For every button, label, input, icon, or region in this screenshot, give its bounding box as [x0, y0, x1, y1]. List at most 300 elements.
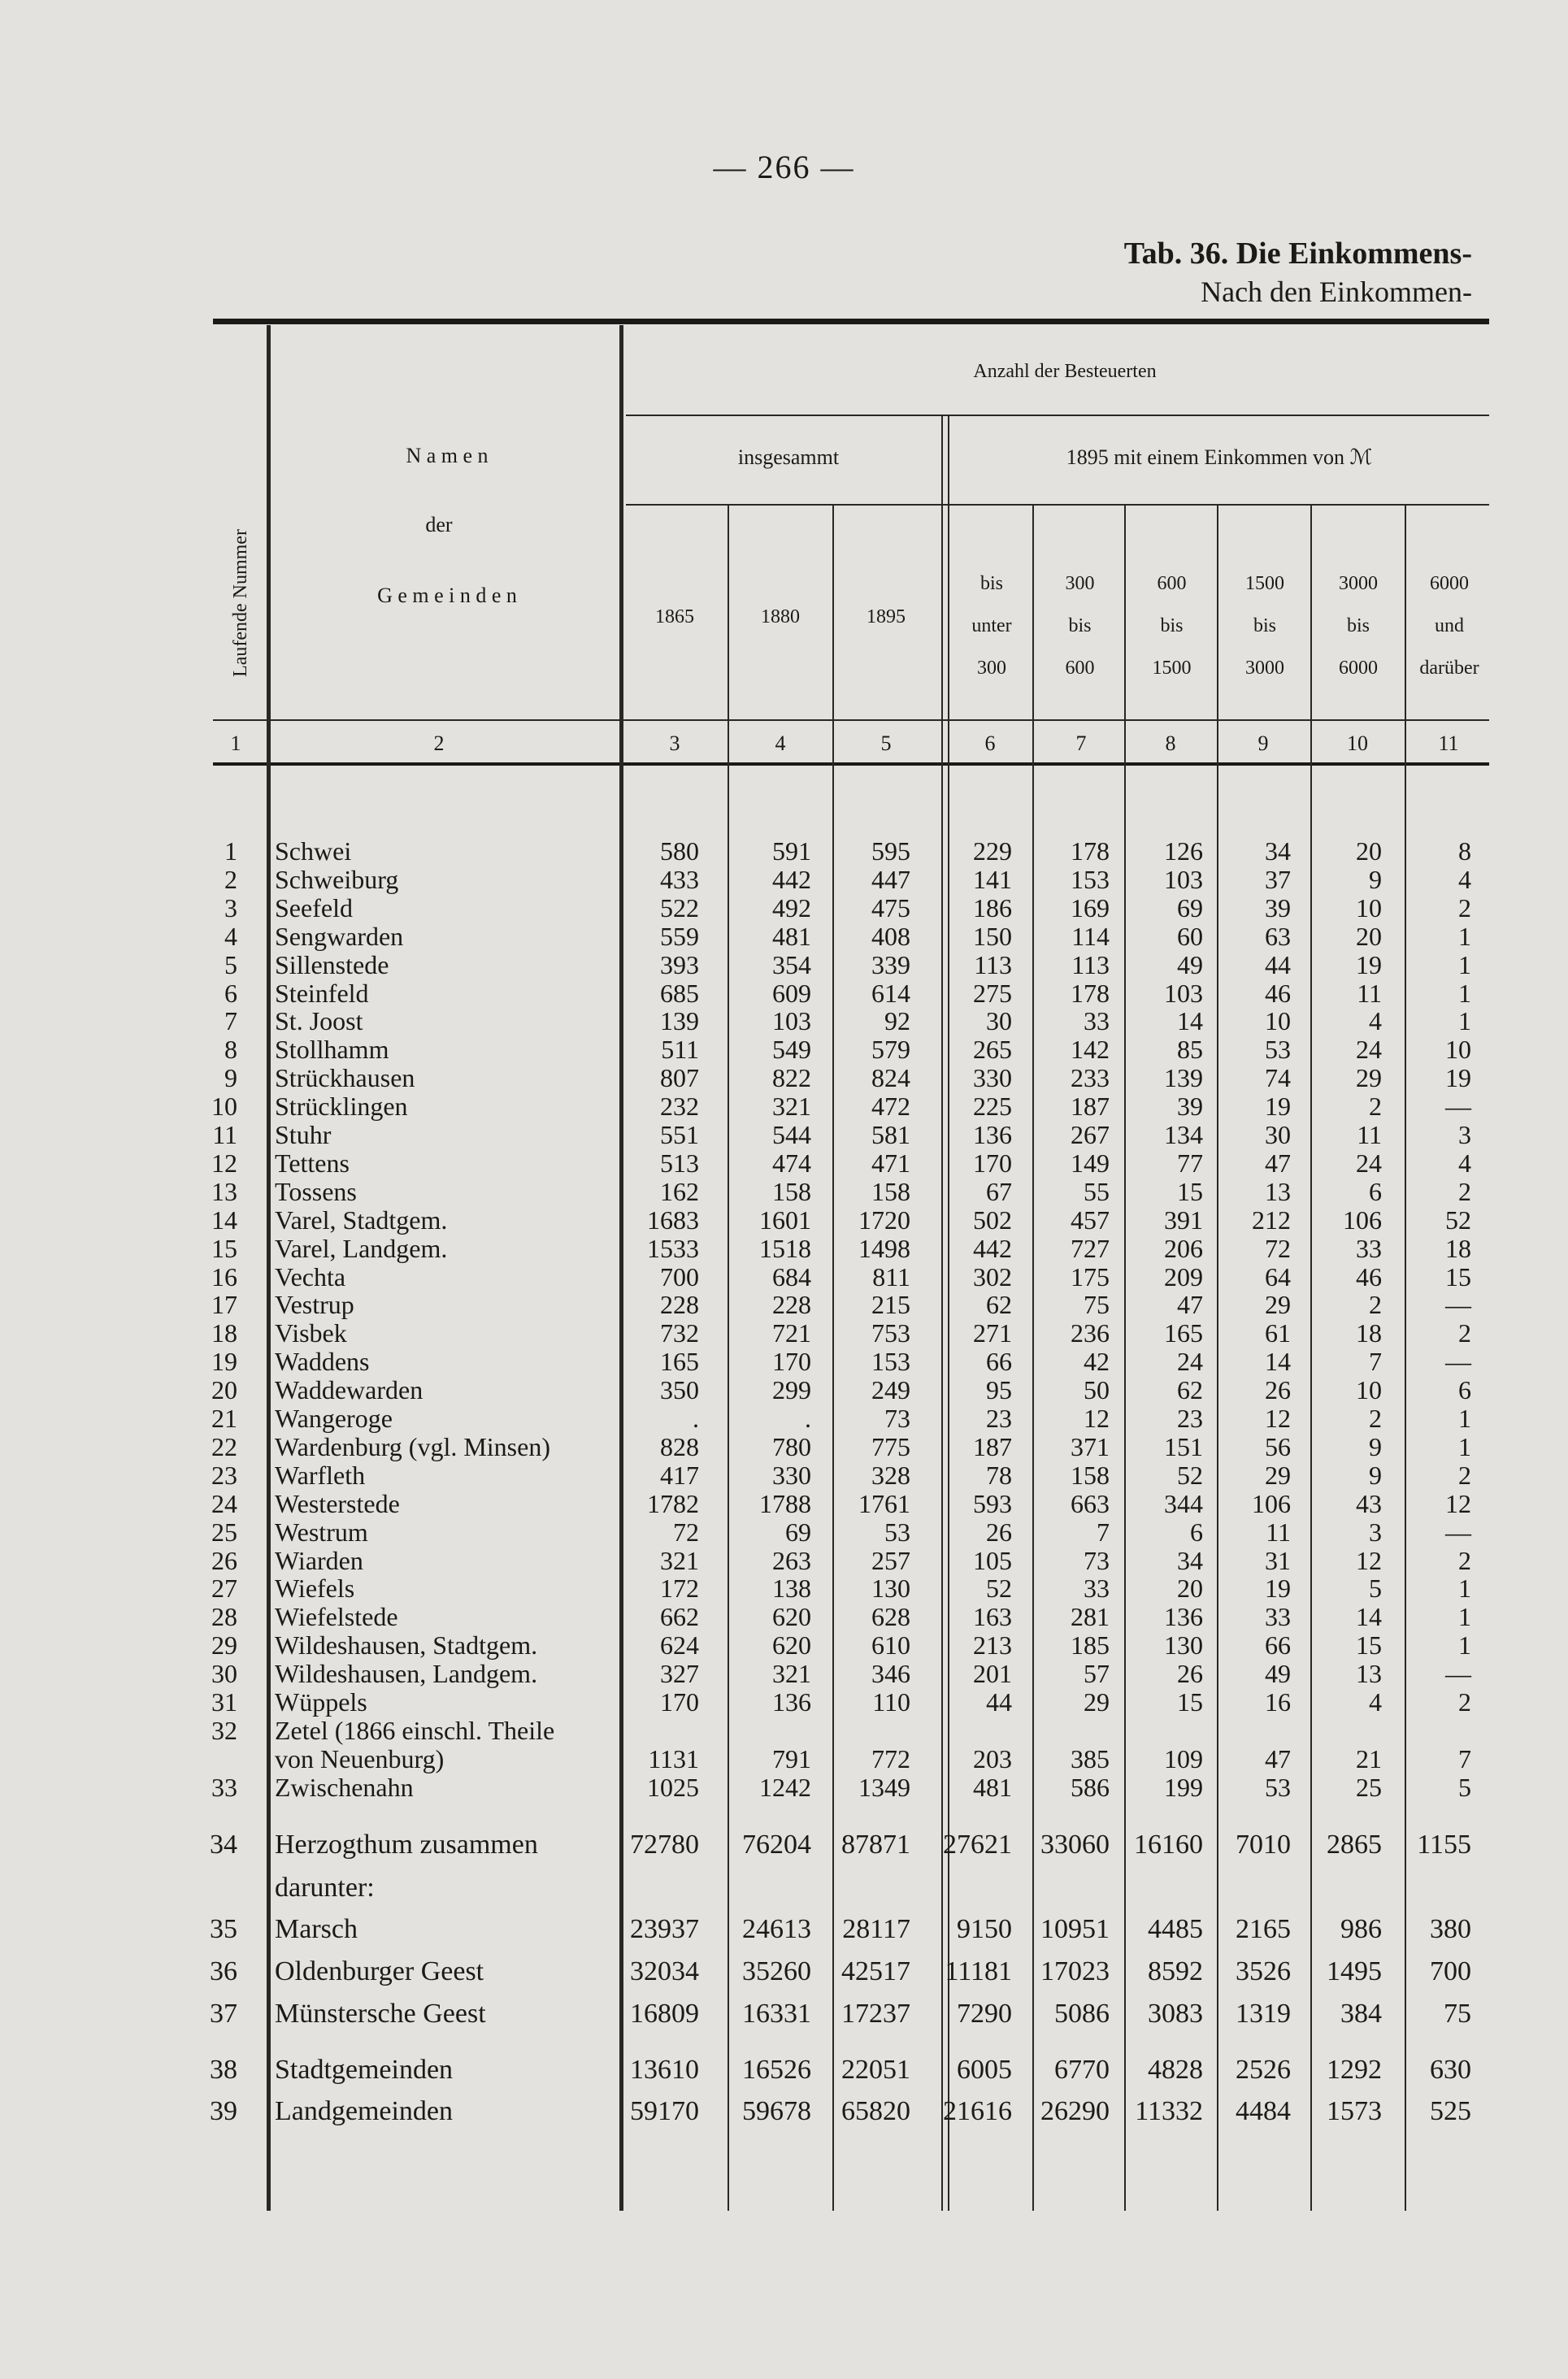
val-3000-6000: 14: [1356, 1602, 1382, 1632]
val-6000-up: —: [1445, 1347, 1471, 1377]
val-600-1500: 136: [1164, 1602, 1203, 1632]
val-300-600: 281: [1071, 1602, 1110, 1632]
val-1895: 1349: [858, 1772, 910, 1802]
val-3000-6000: 29: [1356, 1063, 1382, 1093]
val-600-1500: 62: [1177, 1375, 1203, 1405]
val-1895: 475: [871, 892, 910, 923]
val-bis-300: 213: [973, 1630, 1012, 1661]
val-3000-6000: 1495: [1327, 1956, 1382, 1986]
row-name: Strücklingen: [275, 1092, 408, 1122]
val-1880: 492: [772, 892, 811, 923]
header-bracket-3-l2: bis: [1160, 615, 1184, 636]
row-name: Schwei: [275, 836, 352, 866]
val-6000-up: 12: [1445, 1488, 1471, 1518]
header-bracket-4-l1: 1500: [1245, 573, 1284, 594]
val-bis-300: 170: [973, 1148, 1012, 1178]
val-1880: 263: [772, 1545, 811, 1575]
val-6000-up: 1: [1458, 1602, 1471, 1632]
page-number: — 266 —: [713, 149, 855, 185]
val-1500-3000: 14: [1265, 1347, 1291, 1377]
row-number: 16: [211, 1261, 237, 1292]
header-year-1865: 1865: [655, 606, 694, 627]
val-1880: 69: [785, 1517, 811, 1547]
val-1500-3000: 64: [1265, 1261, 1291, 1292]
colnum-7: 7: [1075, 731, 1087, 755]
val-3000-6000: 2: [1369, 1404, 1382, 1433]
val-1895: 328: [871, 1460, 910, 1490]
val-6000-up: 18: [1445, 1233, 1471, 1263]
row-number: 29: [211, 1630, 237, 1661]
colnum-3: 3: [669, 731, 680, 755]
row-name: Zwischenahn: [275, 1772, 414, 1802]
val-3000-6000: 5: [1369, 1574, 1382, 1604]
val-1865: 165: [660, 1347, 699, 1377]
val-bis-300: 265: [973, 1035, 1012, 1065]
val-300-600: 5086: [1054, 1999, 1110, 2029]
val-6000-up: 4: [1458, 864, 1471, 894]
val-300-600: 158: [1071, 1460, 1110, 1490]
val-1895: 73: [884, 1404, 910, 1433]
val-bis-300: 95: [986, 1375, 1012, 1405]
row-name: Wardenburg (vgl. Minsen): [275, 1431, 550, 1461]
val-1865: 321: [660, 1545, 699, 1575]
val-bis-300: 105: [973, 1545, 1012, 1575]
val-3000-6000: 20: [1356, 836, 1382, 866]
row-name: Tossens: [275, 1176, 357, 1206]
val-1895: 581: [871, 1120, 910, 1149]
val-1895: 753: [871, 1318, 910, 1348]
val-1880: 76204: [742, 1830, 811, 1860]
val-1895: 579: [871, 1035, 910, 1065]
val-bis-300: 52: [986, 1574, 1012, 1604]
colnum-8: 8: [1165, 731, 1176, 755]
val-300-600: 33: [1084, 1006, 1110, 1036]
row-name: Waddewarden: [275, 1375, 423, 1405]
val-6000-up: 5: [1458, 1772, 1471, 1802]
val-1880: .: [805, 1404, 811, 1433]
row-name: Varel, Landgem.: [275, 1233, 448, 1263]
val-1880: 16331: [742, 1999, 811, 2029]
row-name: Strückhausen: [275, 1063, 415, 1093]
val-1500-3000: 2526: [1236, 2055, 1291, 2085]
header-bracket-2-l2: bis: [1068, 615, 1092, 636]
val-3000-6000: 2: [1369, 1290, 1382, 1320]
val-1880: 138: [772, 1574, 811, 1604]
val-600-1500: 52: [1177, 1460, 1203, 1490]
val-3000-6000: 2: [1369, 1092, 1382, 1122]
val-1500-3000: 106: [1252, 1488, 1291, 1518]
val-1865: 13610: [630, 2055, 699, 2085]
row-number: 10: [211, 1092, 237, 1122]
val-1500-3000: 37: [1265, 864, 1291, 894]
val-600-1500: 3083: [1148, 1999, 1203, 2029]
val-1500-3000: 46: [1265, 978, 1291, 1008]
header-bracket-6-l3: darüber: [1419, 658, 1479, 679]
val-300-600: 663: [1071, 1488, 1110, 1518]
header-year-1880: 1880: [761, 606, 800, 627]
header-bracket-5-l3: 6000: [1339, 658, 1378, 679]
val-bis-300: 442: [973, 1233, 1012, 1263]
val-1500-3000: 19: [1265, 1092, 1291, 1122]
row-number: 14: [211, 1205, 237, 1235]
row-number: 28: [211, 1602, 237, 1632]
val-600-1500: 47: [1177, 1290, 1203, 1320]
val-6000-up: —: [1445, 1517, 1471, 1547]
val-1880: 721: [772, 1318, 811, 1348]
val-1500-3000: 47: [1265, 1743, 1291, 1773]
val-3000-6000: 4: [1369, 1006, 1382, 1036]
val-6000-up: 630: [1430, 2055, 1471, 2085]
val-300-600: 73: [1084, 1545, 1110, 1575]
val-600-1500: 34: [1177, 1545, 1203, 1575]
val-1865: 1683: [647, 1205, 699, 1235]
val-1500-3000: 61: [1265, 1318, 1291, 1348]
val-1500-3000: 1319: [1236, 1999, 1291, 2029]
val-1865: 1025: [647, 1772, 699, 1802]
header-der: der: [425, 513, 453, 536]
val-1895: 447: [871, 864, 910, 894]
val-bis-300: 66: [986, 1347, 1012, 1377]
val-1880: 591: [772, 836, 811, 866]
val-1880: 299: [772, 1375, 811, 1405]
val-6000-up: 380: [1430, 1914, 1471, 1944]
val-1880: 228: [772, 1290, 811, 1320]
val-300-600: 149: [1071, 1148, 1110, 1178]
val-3000-6000: 9: [1369, 1460, 1382, 1490]
val-600-1500: 14: [1177, 1006, 1203, 1036]
val-1865: 170: [660, 1687, 699, 1717]
val-1500-3000: 34: [1265, 836, 1291, 866]
val-300-600: 153: [1071, 864, 1110, 894]
val-6000-up: 1: [1458, 921, 1471, 951]
row-name: Vestrup: [275, 1290, 354, 1320]
val-1865: 807: [660, 1063, 699, 1093]
val-600-1500: 11332: [1135, 2096, 1203, 2126]
val-1895: 628: [871, 1602, 910, 1632]
row-name: Wiarden: [275, 1545, 363, 1575]
val-3000-6000: 18: [1356, 1318, 1382, 1348]
row-number: 39: [210, 2096, 237, 2126]
val-bis-300: 113: [974, 949, 1012, 979]
header-bracket-3: [1129, 562, 1214, 689]
val-bis-300: 593: [973, 1488, 1012, 1518]
val-1865: 522: [660, 892, 699, 923]
val-bis-300: 21616: [943, 2096, 1012, 2126]
val-6000-up: 15: [1445, 1261, 1471, 1292]
val-3000-6000: 9: [1369, 1431, 1382, 1461]
row-name: Sengwarden: [275, 921, 404, 951]
colnum-11: 11: [1438, 731, 1459, 755]
row-number: 27: [211, 1574, 237, 1604]
row-name: Warfleth: [275, 1460, 366, 1490]
header-insgesammt: insgesammt: [737, 445, 840, 469]
row-name: Herzogthum zusammen: [275, 1830, 538, 1860]
val-1895: 22051: [841, 2055, 910, 2085]
val-bis-300: 150: [973, 921, 1012, 951]
row-name: Wiefels: [275, 1574, 355, 1604]
val-1865: 16809: [630, 1999, 699, 2029]
val-1895: 92: [884, 1006, 910, 1036]
val-6000-up: 52: [1445, 1205, 1471, 1235]
val-1880: 24613: [742, 1914, 811, 1944]
row-number: 25: [211, 1517, 237, 1547]
val-300-600: 169: [1071, 892, 1110, 923]
val-1500-3000: 47: [1265, 1148, 1291, 1178]
val-1865: 350: [660, 1375, 699, 1405]
val-3000-6000: 4: [1369, 1687, 1382, 1717]
row-number: 24: [211, 1488, 237, 1518]
val-600-1500: 4485: [1148, 1914, 1203, 1944]
val-300-600: 6770: [1054, 2055, 1110, 2085]
val-1880: 791: [772, 1743, 811, 1773]
row-name: Stollhamm: [275, 1035, 389, 1065]
val-bis-300: 141: [973, 864, 1012, 894]
row-name: Schweiburg: [275, 864, 399, 894]
subheader-rule: [626, 504, 1489, 506]
val-bis-300: 7290: [957, 1999, 1012, 2029]
val-1500-3000: 39: [1265, 892, 1291, 923]
val-1500-3000: 74: [1265, 1063, 1291, 1093]
val-6000-up: 1: [1458, 1006, 1471, 1036]
val-6000-up: 2: [1458, 1176, 1471, 1206]
val-1895: 408: [871, 921, 910, 951]
val-1880: 620: [772, 1630, 811, 1661]
row-number: 17: [211, 1290, 237, 1320]
val-300-600: 17023: [1040, 1956, 1110, 1986]
row-number: 21: [211, 1404, 237, 1433]
row-name: Tettens: [275, 1148, 350, 1178]
val-bis-300: 136: [973, 1120, 1012, 1149]
val-bis-300: 502: [973, 1205, 1012, 1235]
row-name: von Neuenburg): [275, 1743, 445, 1773]
val-6000-up: 4: [1458, 1148, 1471, 1178]
val-bis-300: 271: [973, 1318, 1012, 1348]
val-600-1500: 151: [1164, 1431, 1203, 1461]
val-1500-3000: 72: [1265, 1233, 1291, 1263]
val-1895: 65820: [841, 2096, 910, 2126]
val-1895: 215: [871, 1290, 910, 1320]
val-1895: 595: [871, 836, 910, 866]
table-subtitle: Nach den Einkommen-: [1201, 276, 1472, 308]
val-1865: 393: [660, 949, 699, 979]
val-1895: 153: [871, 1347, 910, 1377]
val-1865: 1782: [647, 1488, 699, 1518]
val-300-600: 236: [1071, 1318, 1110, 1348]
val-1865: 1131: [648, 1743, 699, 1773]
val-bis-300: 67: [986, 1176, 1012, 1206]
val-300-600: 457: [1071, 1205, 1110, 1235]
row-name: Westerstede: [275, 1488, 400, 1518]
val-1895: 42517: [841, 1956, 910, 1986]
row-name: St. Joost: [275, 1006, 363, 1036]
val-bis-300: 9150: [957, 1914, 1012, 1944]
val-1880: 170: [772, 1347, 811, 1377]
val-1895: 610: [871, 1630, 910, 1661]
val-1880: 330: [772, 1460, 811, 1490]
row-number: 12: [211, 1148, 237, 1178]
val-1880: 1242: [759, 1772, 811, 1802]
val-1895: 110: [872, 1687, 910, 1717]
row-number: 8: [224, 1035, 237, 1065]
header-bracket-6-l1: 6000: [1430, 573, 1469, 594]
val-1500-3000: 11: [1266, 1517, 1291, 1547]
val-300-600: 26290: [1040, 2096, 1110, 2126]
val-6000-up: 2: [1458, 1318, 1471, 1348]
row-name: Wangeroge: [275, 1404, 393, 1433]
val-3000-6000: 11: [1357, 1120, 1382, 1149]
row-number: 20: [211, 1375, 237, 1405]
val-600-1500: 49: [1177, 949, 1203, 979]
val-1865: 828: [660, 1431, 699, 1461]
header-bracket-5: [1315, 562, 1401, 689]
val-600-1500: 103: [1164, 864, 1203, 894]
val-1880: 1601: [759, 1205, 811, 1235]
val-bis-300: 481: [973, 1772, 1012, 1802]
val-6000-up: 2: [1458, 1460, 1471, 1490]
val-600-1500: 16160: [1134, 1830, 1203, 1860]
val-1895: 614: [871, 978, 910, 1008]
val-1500-3000: 13: [1265, 1176, 1291, 1206]
val-3000-6000: 10: [1356, 1375, 1382, 1405]
val-1895: 1761: [858, 1488, 910, 1518]
val-bis-300: 26: [986, 1517, 1012, 1547]
val-3000-6000: 9: [1369, 864, 1382, 894]
val-6000-up: 2: [1458, 1687, 1471, 1717]
val-6000-up: —: [1445, 1092, 1471, 1122]
val-1895: 87871: [841, 1830, 910, 1860]
val-600-1500: 209: [1164, 1261, 1203, 1292]
val-1880: 544: [772, 1120, 811, 1149]
colnum-10: 10: [1347, 731, 1368, 755]
val-600-1500: 165: [1164, 1318, 1203, 1348]
top-rule: [213, 319, 1489, 324]
val-3000-6000: 3: [1369, 1517, 1382, 1547]
val-1500-3000: 26: [1265, 1375, 1291, 1405]
val-1865: 685: [660, 978, 699, 1008]
row-name: Wiefelstede: [275, 1602, 398, 1632]
row-number: 4: [224, 921, 237, 951]
val-1500-3000: 53: [1265, 1772, 1291, 1802]
header-bracket-1: [951, 562, 1032, 689]
header-bracket-2: [1037, 562, 1123, 689]
header-einkommen: 1895 mit einem Einkommen von ℳ: [1066, 445, 1373, 469]
val-1895: 249: [871, 1375, 910, 1405]
val-1880: 684: [772, 1261, 811, 1292]
row-name: Marsch: [275, 1914, 358, 1944]
val-bis-300: 30: [986, 1006, 1012, 1036]
val-300-600: 371: [1071, 1431, 1110, 1461]
val-3000-6000: 15: [1356, 1630, 1382, 1661]
val-600-1500: 199: [1164, 1772, 1203, 1802]
colnum-4: 4: [775, 731, 786, 755]
val-600-1500: 85: [1177, 1035, 1203, 1065]
val-1895: 1720: [858, 1205, 910, 1235]
row-number: 26: [211, 1545, 237, 1575]
val-1865: 662: [660, 1602, 699, 1632]
val-1865: 551: [660, 1120, 699, 1149]
val-1880: 1518: [759, 1233, 811, 1263]
val-1895: 257: [871, 1545, 910, 1575]
row-name: Stuhr: [275, 1120, 332, 1149]
val-3000-6000: 7: [1369, 1347, 1382, 1377]
val-1500-3000: 7010: [1236, 1830, 1291, 1860]
val-3000-6000: 10: [1356, 892, 1382, 923]
val-300-600: 10951: [1040, 1914, 1110, 1944]
val-600-1500: 139: [1164, 1063, 1203, 1093]
val-1895: 130: [871, 1574, 910, 1604]
val-1880: 158: [772, 1176, 811, 1206]
val-3000-6000: 2865: [1327, 1830, 1382, 1860]
val-300-600: 178: [1071, 836, 1110, 866]
val-bis-300: 23: [986, 1404, 1012, 1433]
val-bis-300: 11181: [945, 1956, 1012, 1986]
val-600-1500: 77: [1177, 1148, 1203, 1178]
val-3000-6000: 986: [1340, 1914, 1382, 1944]
val-1500-3000: 49: [1265, 1659, 1291, 1689]
row-name: Oldenburger Geest: [275, 1956, 484, 1986]
val-600-1500: 39: [1177, 1092, 1203, 1122]
row-number: 1: [224, 836, 237, 866]
val-1880: 35260: [742, 1956, 811, 1986]
val-300-600: 142: [1071, 1035, 1110, 1065]
val-1500-3000: 10: [1265, 1006, 1291, 1036]
val-1865: 162: [660, 1176, 699, 1206]
val-6000-up: 1: [1458, 1431, 1471, 1461]
val-600-1500: 344: [1164, 1488, 1203, 1518]
val-300-600: 29: [1084, 1687, 1110, 1717]
val-3000-6000: 1292: [1327, 2055, 1382, 2085]
header-bracket-3-l3: 1500: [1152, 658, 1192, 679]
val-bis-300: 62: [986, 1290, 1012, 1320]
val-1865: 23937: [630, 1914, 699, 1944]
header-bracket-5-l1: 3000: [1339, 573, 1378, 594]
row-number: 9: [224, 1063, 237, 1093]
val-bis-300: 302: [973, 1261, 1012, 1292]
val-bis-300: 6005: [957, 2055, 1012, 2085]
val-1865: 232: [660, 1092, 699, 1122]
val-1500-3000: 4484: [1236, 2096, 1291, 2126]
divider-num: [267, 325, 271, 2211]
row-number: 33: [211, 1772, 237, 1802]
val-6000-up: 1155: [1417, 1830, 1471, 1860]
val-6000-up: 6: [1458, 1375, 1471, 1405]
header-bracket-1-l2: unter: [971, 615, 1012, 636]
val-3000-6000: 21: [1356, 1743, 1382, 1773]
row-name: Landgemeinden: [275, 2096, 454, 2126]
val-1880: 103: [772, 1006, 811, 1036]
val-300-600: 178: [1071, 978, 1110, 1008]
row-number: 37: [210, 1999, 237, 2029]
val-1865: 559: [660, 921, 699, 951]
val-300-600: 267: [1071, 1120, 1110, 1149]
val-1865: 732: [660, 1318, 699, 1348]
val-1500-3000: 29: [1265, 1460, 1291, 1490]
val-1865: 32034: [630, 1956, 699, 1986]
row-name: Wüppels: [275, 1687, 367, 1717]
val-6000-up: 1: [1458, 978, 1471, 1008]
val-3000-6000: 46: [1356, 1261, 1382, 1292]
val-6000-up: 1: [1458, 1630, 1471, 1661]
header-bracket-1-l3: 300: [977, 658, 1006, 679]
val-300-600: 586: [1071, 1772, 1110, 1802]
val-600-1500: 8592: [1148, 1956, 1203, 1986]
val-1895: 824: [871, 1063, 910, 1093]
val-6000-up: 1: [1458, 1574, 1471, 1604]
row-number: 31: [211, 1687, 237, 1717]
val-1895: 346: [871, 1659, 910, 1689]
val-600-1500: 15: [1177, 1176, 1203, 1206]
val-6000-up: 525: [1430, 2096, 1471, 2126]
